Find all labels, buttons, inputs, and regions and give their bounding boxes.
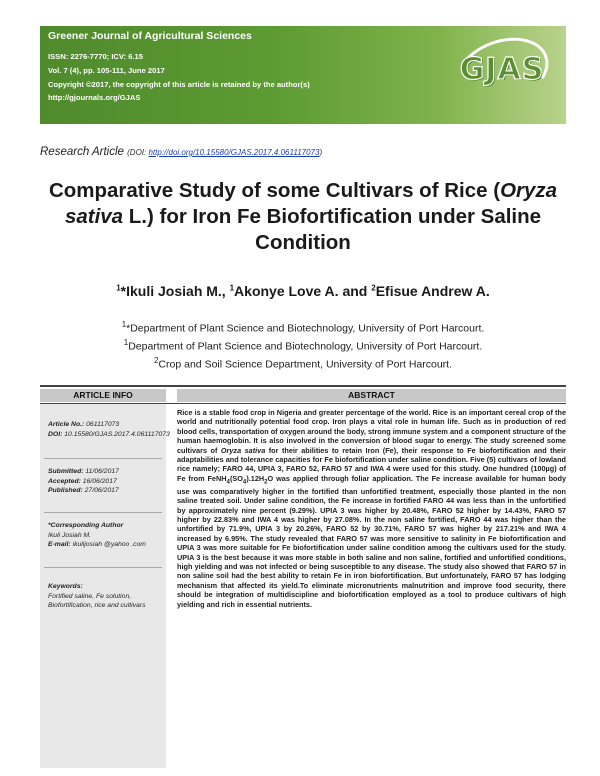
email-value[interactable]: ikulijosiah @yahoo .com [72, 541, 146, 549]
affiliation: $^1$Department of Plant Science and Biotechnology, University of Port Harcourt. [123, 338, 483, 353]
author-name: *Ikuli Josiah M., [120, 283, 226, 299]
affiliations [40, 318, 566, 372]
divider [40, 385, 566, 387]
corresponding-author: *Corresponding Author Ikuli Josiah M. E-mail: ikulijosiah @yahoo .com [48, 522, 146, 549]
divider [44, 458, 162, 459]
volume-line: Vol. 7 (4), pp. 105-111, June 2017 [48, 65, 165, 75]
doi-line: (DOI: http://doi.org/10.15580/GJAS.2017.4.061117073) [127, 148, 323, 157]
affiliation: $^2$Crop and Soil Science Department, University of Port Harcourt. [154, 356, 452, 371]
article-dates: Submitted: 11/06/2017 Accepted: 16/06/2017 Published: 27/06/2017 [48, 468, 119, 495]
article-type: Research Article [40, 146, 124, 158]
keywords: Keywords: Fortified saline, Fe solution, Biofortification, rice and cultivars [48, 583, 146, 610]
journal-url[interactable]: http://gjournals.org/GJAS [48, 93, 141, 103]
affiliation: $^1$*Department of Plant Science and Biotechnology, University of Port Harcourt. [121, 320, 485, 335]
journal-name: Greener Journal of Agricultural Sciences [48, 30, 252, 42]
abstract-heading: ABSTRACT [177, 389, 566, 402]
article-ids: Article No.: 061117073 DOI: 10.15580/GJAS.2017.4.061117073 [48, 421, 170, 438]
gjas-logo [448, 36, 556, 108]
divider [44, 512, 162, 513]
abstract-text: Rice is a stable food crop in Nigeria and greater percentage of the world. Rice is an important cereal crop of the world and nutritionally potential food crop. Iron plays a vital role in human life. Such as in production of red blood cells, transportation of oxygen around the body, strong immune system and a component structure of the human haemoglobin. It is also involved in the conversion of blood sugar to energy. The study screened some cultivars of Oryza sativa for their abilities to retain Iron (Fe), their response to Fe biofortification and their adaptabilities and tolerance capacities for Fe biofortification under saline condition. Five (5) cultivars of lowland rice namely; FARO 44, UPIA 3, FARO 52, FARO 57 and IWA 4 were used for this study. One hundred (100µg) of Fe from $FeNH_4(SO_4).12H_2O$ was applied through foliar application. The Fe increase available for human body use was comparatively higher in the fortified than unfortified treatment, especially those planted in the non saline treated soil. Under saline condition, the Fe increase in fortified FARO 44 was less than in the unfortified by approximately nine percent (9.29%). UPIA 3 was higher by 20.48%, FARO 52 higher by 14.43%, FARO 57 higher by 22.83% and IWA 4 was higher by 27.08%. In the non saline fortified, FARO 44 was higher than the unfortified by 71.9%, UPIA 3 by 20.26%, FARO 52 by 30.71%, FARO 57 was higher by 217.21% and IWA 4 increased by 6.95%. The study revealed that FARO 57 was more sensitive to salinity in Fe biofortification and UPIA 3 was more suitable for Fe biofortification under saline condition among the cultivars used for the study. UPIA 3 is the best because it was more stable in both saline and non saline, fortified and unfortified conditions, high yielding and was not infected or being susceptible to any disease. The study also showed that FARO 57 in non saline soil had the best ability to retain Fe in iron biofortification. But unfortunately, FARO 57 has lodging mechanism that affected its yield.To eliminate micronutrients malnutrition and improve food security, there should be integration of multidiscipline and biofortification employed as a tool to produce cultivars of high yielding and rich in essential nutrients. [177, 408, 566, 609]
doi-link[interactable]: http://doi.org/10.15580/GJAS.2017.4.061117073 [148, 148, 320, 157]
journal-header [48, 30, 310, 105]
author-name: Efisue Andrew A. [375, 283, 490, 299]
author-list: $^1$*Ikuli Josiah M., $^1$Akonye Love A. and $^2$Efisue Andrew A. [116, 283, 490, 299]
logo-text: GJAS [459, 52, 545, 87]
article-type-line [40, 146, 322, 158]
divider [44, 567, 162, 568]
page-title: Comparative Study of some Cultivars of Rice (Oryza sativa L.) for Iron Fe Biofortification under Saline Condition [48, 179, 558, 254]
copyright-line: Copyright ©2017, the copyright of this article is retained by the author(s) [48, 79, 310, 89]
article-info-heading: ARTICLE INFO [40, 389, 166, 402]
issn-line: ISSN: 2276-7770; ICV: 6.15 [48, 52, 143, 61]
author-name: Akonye Love A. [234, 283, 339, 299]
